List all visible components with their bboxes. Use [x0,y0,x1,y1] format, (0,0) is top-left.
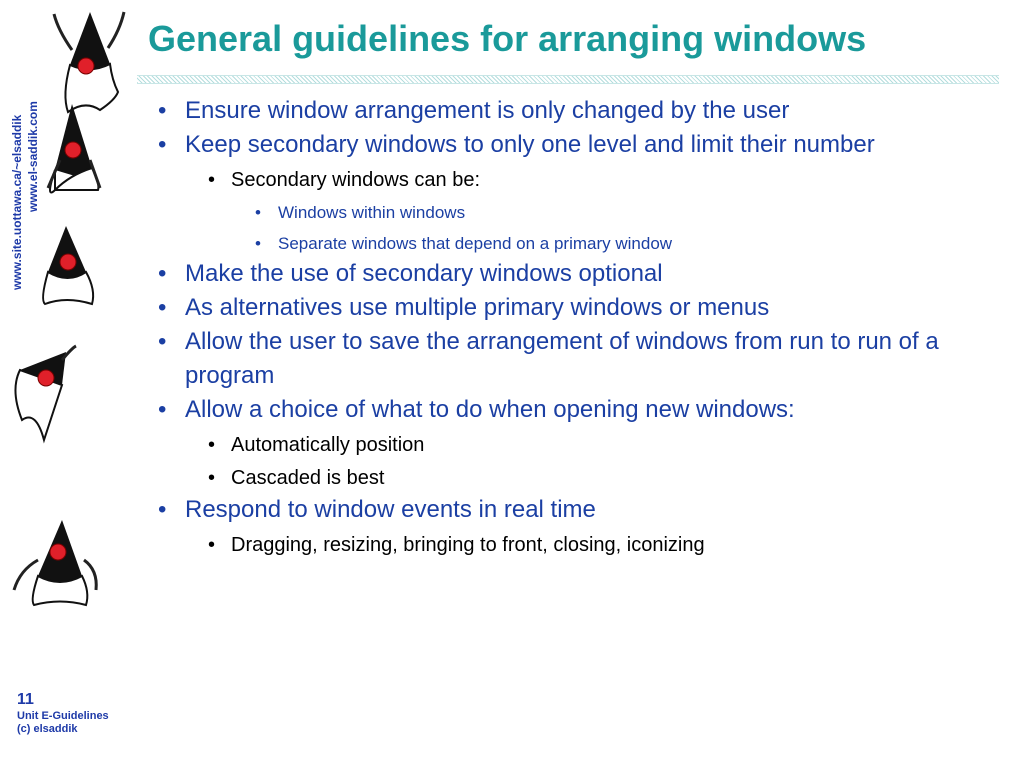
duke-mascot-icon [54,12,124,112]
duke-mascot-icon [15,346,76,440]
sub-bullet-4 [158,530,998,560]
bullet-marker: • [208,467,216,489]
sub-sub-bullet-2 [158,231,998,257]
bullet-text: Keep secondary windows to only one level and limit their number [185,131,875,158]
bullet-marker: • [255,234,261,253]
bullet-text: Windows within windows [278,203,466,222]
mascot-column [0,0,140,768]
bullet-5 [158,325,998,393]
sub-sub-bullet-1 [158,200,998,226]
bullet-6 [158,393,998,427]
slide-footer [17,690,109,736]
bullet-text: Allow the user to save the arrangement of windows from run to run of a program [185,328,939,389]
bullet-text: Allow a choice of what to do when opening new windows: [185,396,795,423]
side-url-uottawa: www.site.uottawa.ca/~elsaddik [10,114,24,290]
bullet-marker: • [158,294,167,321]
bullet-2 [158,128,998,162]
bullet-4 [158,291,998,325]
bullet-text: Secondary windows can be: [231,169,481,191]
bullet-marker: • [158,260,167,287]
bullet-list [158,94,998,560]
bullet-marker: • [208,169,216,191]
bullet-marker: • [208,534,216,556]
bullet-marker: • [158,131,167,158]
bullet-text: Separate windows that depend on a primary window [278,234,673,253]
bullet-3 [158,257,998,291]
bullet-text: As alternatives use multiple primary windows or menus [185,294,770,321]
bullet-text: Cascaded is best [231,467,385,489]
page-number: 11 [17,691,34,708]
footer-copyright: (c) elsaddik [17,723,78,735]
sub-bullet-2 [158,430,998,460]
bullet-text: Respond to window events in real time [185,496,596,523]
bullet-7 [158,493,998,527]
title-divider [137,75,999,84]
slide-title: General guidelines for arranging windows [148,18,867,59]
bullet-marker: • [208,434,216,456]
duke-mascot-icon [14,520,96,605]
bullet-text: Make the use of secondary windows optional [185,260,663,287]
sub-bullet-1 [158,165,998,195]
bullet-marker: • [158,496,167,523]
bullet-marker: • [158,97,167,124]
bullet-marker: • [158,396,167,423]
side-url-elsaddik: www.el-saddik.com [26,101,40,212]
bullet-1 [158,94,998,128]
duke-mascot-icon [43,226,93,304]
footer-unit: Unit E-Guidelines [17,710,109,722]
bullet-marker: • [255,203,261,222]
bullet-marker: • [158,328,167,355]
duke-mascot-icon [48,104,100,193]
bullet-text: Automatically position [231,434,425,456]
bullet-text: Dragging, resizing, bringing to front, closing, iconizing [231,534,705,556]
sub-bullet-3 [158,463,998,493]
bullet-text: Ensure window arrangement is only changed by the user [185,97,790,124]
